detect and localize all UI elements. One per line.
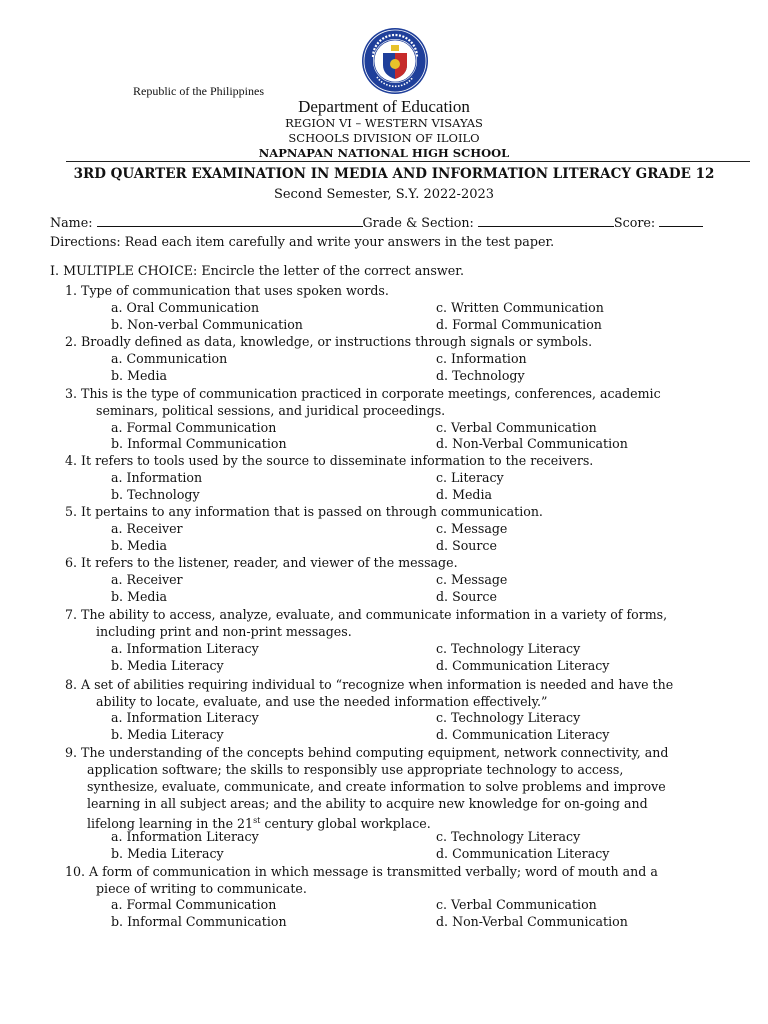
option-d[interactable]: d. Non-Verbal Communication [436,436,628,451]
option-a[interactable]: a. Formal Communication [111,420,277,435]
question-text: A form of communication in which message is transmitted verbally; word of mouth and a [89,864,658,879]
question-text-part: century global workplace. [260,816,431,832]
question-text-continued: synthesize, evaluate, communicate, and create information to solve problems and improve [87,779,666,794]
option-a[interactable]: a. Receiver [111,572,183,587]
question-text: It refers to the listener, reader, and viewer of the message. [81,555,458,570]
question-10 [65,863,705,897]
question-2 [65,334,705,349]
question-number: 2. [65,334,78,349]
question-text-continued: ability to locate, evaluate, and use the needed information effectively.” [96,694,548,709]
option-a[interactable]: a. Information Literacy [111,829,259,844]
option-c[interactable]: c. Information [436,351,527,366]
header-divider [66,161,750,162]
question-3 [65,385,705,419]
option-c[interactable]: c. Literacy [436,470,504,485]
option-d[interactable]: d. Source [436,538,497,553]
question-9 [65,744,705,832]
option-b[interactable]: b. Non-verbal Communication [111,317,303,332]
exam-title: 3RD QUARTER EXAMINATION IN MEDIA AND INFORMATION LITERACY GRADE 12 [73,166,715,182]
option-b[interactable]: b. Media Literacy [111,658,224,673]
option-c[interactable]: c. Technology Literacy [436,710,581,725]
option-b[interactable]: b. Informal Communication [111,436,287,451]
option-a[interactable]: a. Receiver [111,521,183,536]
option-b[interactable]: b. Media Literacy [111,727,224,742]
question-text: It refers to tools used by the source to disseminate information to the receivers. [81,453,594,468]
republic-text: Republic of the Philippines [133,84,264,98]
score-field[interactable] [659,214,703,227]
score-label: Score: [613,215,656,230]
question-text: The ability to access, analyze, evaluate, and communicate information in a variety of forms, [81,607,668,622]
semester-text: Second Semester, S.Y. 2022-2023 [273,187,495,202]
question-text-part: lifelong learning in the 21 [87,816,254,832]
question-number: 10. [65,864,86,879]
grade-section-label: Grade & Section: [362,215,474,230]
question-text-continued: including print and non-print messages. [96,624,352,639]
question-number: 8. [65,677,78,692]
option-d[interactable]: d. Media [436,487,493,502]
question-text-continued: piece of writing to communicate. [96,881,307,896]
option-d[interactable]: d. Technology [436,368,525,383]
question-5 [65,504,705,519]
deped-seal-logo [361,27,429,95]
question-text: A set of abilities requiring individual to “recognize when information is needed and have the [81,677,674,692]
student-info-line [50,214,703,230]
option-b[interactable]: b. Technology [111,487,200,502]
question-number: 4. [65,453,78,468]
option-a[interactable]: a. Communication [111,351,228,366]
option-c[interactable]: c. Verbal Communication [436,897,597,912]
question-number: 3. [65,386,78,401]
name-label: Name: [50,215,93,230]
question-text: Broadly defined as data, knowledge, or instructions through signals or symbols. [81,334,593,349]
option-d[interactable]: d. Communication Literacy [436,727,610,742]
option-c[interactable]: c. Message [436,521,508,536]
option-d[interactable]: d. Source [436,589,497,604]
grade-section-field[interactable] [478,214,614,227]
option-d[interactable]: d. Communication Literacy [436,658,610,673]
question-4 [65,453,705,468]
question-number: 5. [65,504,78,519]
option-a[interactable]: a. Formal Communication [111,897,277,912]
option-b[interactable]: b. Media [111,538,168,553]
division-text: SCHOOLS DIVISION OF ILOILO [288,131,480,145]
option-c[interactable]: c. Message [436,572,508,587]
option-c[interactable]: c. Verbal Communication [436,420,597,435]
option-c[interactable]: c. Technology Literacy [436,829,581,844]
option-a[interactable]: a. Information Literacy [111,710,259,725]
question-text: It pertains to any information that is passed on through communication. [81,504,543,519]
option-b[interactable]: b. Media Literacy [111,846,224,861]
question-1 [65,283,705,298]
option-b[interactable]: b. Informal Communication [111,914,287,929]
option-a[interactable]: a. Information Literacy [111,641,259,656]
option-c[interactable]: c. Technology Literacy [436,641,581,656]
section-title: I. MULTIPLE CHOICE: Encircle the letter of the correct answer. [50,263,465,278]
option-d[interactable]: d. Communication Literacy [436,846,610,861]
directions-text: Directions: Read each item carefully and write your answers in the test paper. [50,234,555,249]
option-b[interactable]: b. Media [111,368,168,383]
question-text: The understanding of the concepts behind computing equipment, network connectivity, and [81,745,669,760]
question-number: 9. [65,745,78,760]
option-a[interactable]: a. Oral Communication [111,300,260,315]
question-number: 6. [65,555,78,570]
question-number: 1. [65,283,78,298]
question-8 [65,676,705,710]
option-a[interactable]: a. Information [111,470,203,485]
question-text: This is the type of communication practiced in corporate meetings, conferences, academic [81,386,661,401]
option-d[interactable]: d. Formal Communication [436,317,602,332]
question-text-continued: learning in all subject areas; and the ability to acquire new knowledge for on-going and [87,796,648,811]
question-text: Type of communication that uses spoken words. [81,283,389,298]
region-text: REGION VI – WESTERN VISAYAS [285,116,483,130]
department-title: Department of Education [298,97,470,116]
question-number: 7. [65,607,78,622]
option-c[interactable]: c. Written Communication [436,300,604,315]
question-7 [65,606,705,640]
option-d[interactable]: d. Non-Verbal Communication [436,914,628,929]
question-text-continued: seminars, political sessions, and juridical proceedings. [96,403,446,418]
option-b[interactable]: b. Media [111,589,168,604]
school-name: NAPNAPAN NATIONAL HIGH SCHOOL [258,146,510,160]
superscript-text: st [253,816,261,825]
name-field[interactable] [97,214,363,227]
question-6 [65,555,705,570]
question-text-continued: application software; the skills to responsibly use appropriate technology to access, [87,762,624,777]
